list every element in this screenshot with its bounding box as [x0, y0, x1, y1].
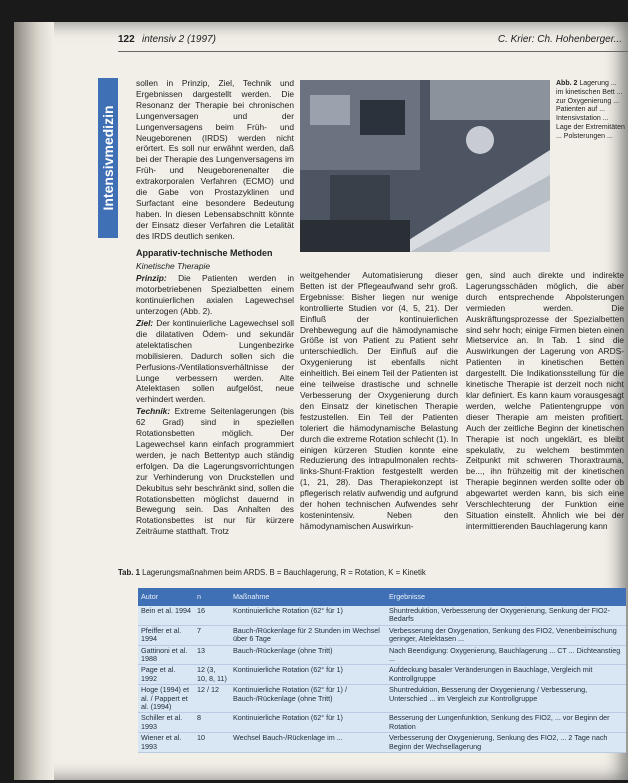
cell-n: 16	[194, 606, 230, 625]
section-side-tab	[98, 78, 118, 238]
col-header-measure: Maßnahme	[230, 588, 386, 606]
cell-measure: Kontinuierliche Rotation (62° für 1)	[230, 665, 386, 685]
table-row	[138, 685, 626, 713]
cell-n: 7	[194, 625, 230, 645]
lead-technik: Technik:	[136, 406, 171, 417]
table-row	[138, 625, 626, 645]
text-prinzip: Die Patienten werden in motorbetriebenen Spezialbetten einem kontinuierlichen axialen Lagewechsel unterzogen (Abb. 2).	[136, 273, 294, 317]
table-row	[138, 733, 626, 753]
cell-author: Wiener et al. 1993	[138, 733, 194, 753]
text-ziel: Der kontinuierliche Lagewechsel soll die dilatativen Ödem- und sekundär atelektatischen Lungenbezirke mobilisieren. Dadurch sollen sich die Perfusions-/Ventilationsverhältnisse der Lunge verbessern werden. Alte Atelektasen sollen aufgelöst, neue verhindert werden.	[136, 318, 295, 405]
cell-results: Verbesserung der Oxygenierung, Senkung des FIO2, ... 2 Tage nach Beginn der Wechsellagerung	[386, 733, 626, 753]
running-header	[118, 34, 628, 50]
cell-results: Besserung der Lungenfunktion, Senkung des FIO2, ... vor Beginn der Rotation	[386, 713, 626, 733]
col-header-n: n	[194, 588, 230, 606]
cell-n: 12 (3, 10, 8, 11)	[194, 665, 230, 685]
side-tab-label: Intensivmedizin	[100, 105, 116, 211]
lead-prinzip: Prinzip:	[136, 273, 167, 284]
paragraph-technik	[136, 406, 294, 537]
table-title	[118, 568, 622, 577]
cell-n: 13	[194, 645, 230, 665]
figure-caption	[556, 80, 626, 142]
header-rule	[118, 51, 628, 52]
column-3-text: gen, sind auch direkte und indirekte Lagerungsschäden möglich, die aber durch entsprechende Abpolsterungen vermieden werden. Die Auskräftungsprozesse der Spezialbetten sind sehr hoch; einige Firmen bieten einen Mietservice an. In Tab. 1 sind die Auswirkungen der Lagerung von ARDS-Patienten in kinetischen Betten dargestellt. Die Indikationsstellung für die kinetische Therapie ist derzeit noch nicht klar definiert. Es kann kaum vorausgesagt werden, welche Patientengruppe von dieser Therapie am meisten profitiert. Auch der zeitliche Beginn der kinetischen Therapie ist noch ungeklärt, es bleibt spekulativ, zu welchem bestimmten Zeitpunkt mit schweren Thoraxtrauma, be..., ihn frühzeitig mit der kinetischen Therapie beginnen werden sollte oder ob abgewartet werden kann, bis sich eine Verschlechterung der Funktion eine Situation einstellt. Ähnlich wie bei der intermittierenden Bauchlagerung kann	[466, 270, 624, 531]
column-2-text: weitgehender Automatisierung dieser Betten ist der Pflegeaufwand sehr groß. Ergebnisse: Bisher liegen nur wenige kontrollierte Studien vor (4, 5, 21). Der Einfluß der kontinuierlichen Drehbewegung auf die hämodynamische Größe ist von Patient zu Patient sehr unterschiedlich. Der Einfluß auf die Oxygenierung ist ebenfalls nicht einheitlich. Bei einem Teil der Patienten ist eine teilweise drastische und schnelle Verbesserung der Oxygenierung durch den Einsatz der kinetischen Therapie festzustellen. Ein Teil der Patienten toleriert die hämodynamische Belastung durch die extreme Rotation schlecht (1). In einigen kürzeren Studien konnte eine Reduzierung des intrapulmonalen rechts-links-Shunt-Fraktion festgestellt werden (1, 21, 28). Das Therapiekonzept ist pflegerisch relativ aufwendig und aufgrund der hohen technischen Aufwendes sehr kostenintensiv. Neben den hämodynamischen Auswirkun-	[300, 270, 458, 531]
text-technik: Extreme Seitenlagerungen (bis 62 Grad) sind in speziellen Rotationsbetten möglich. Der Lagewechsel kann einfach programmiert werden, je nach Bettentyp auch ständig erfolgen. Da die Lagerungsvorrichtungen zur Verhinderung von Druckstellen und Dekubitus sehr beschränkt sind, sollen die Rotationsbetten möglichst dauernd in Bewegung sein. Das Anhalten des Rotationsbettes ist nur für kürzere Zeiträume statthaft. Trotz	[136, 406, 294, 537]
cell-author: Schiller et al. 1993	[138, 713, 194, 733]
col-header-author: Autor	[138, 588, 194, 606]
cell-n: 12 / 12	[194, 685, 230, 713]
table-label: Tab. 1	[118, 568, 140, 577]
caption-text: Lagerung ... im kinetischen Bett ... zur Oxygenierung ... Patienten auf ... Intensivstation ... Lage der Extremitäten ... Polsterungen ...	[556, 80, 625, 140]
table-row	[138, 665, 626, 685]
cell-results: Shuntreduktion, Besserung der Oxygenierung / Verbesserung, Unterschied ... im Vergleich zur Kontrollgruppe	[386, 685, 626, 713]
column-1	[136, 78, 294, 538]
cell-results: Aufdeckung basaler Veränderungen in Bauchlage, Vergleich mit Kontrollgruppe	[386, 665, 626, 685]
cell-results: Shuntreduktion, Verbesserung der Oxygenierung, Senkung der FIO2-Bedarfs	[386, 606, 626, 625]
subheading: Kinetische Therapie	[136, 260, 211, 271]
cell-results: Nach Beendigung: Oxygenierung, Bauchlagerung ... CT ... Dichteanstieg ...	[386, 645, 626, 665]
cell-author: Pfeiffer et al. 1994	[138, 625, 194, 645]
cell-measure: Bauch-/Rückenlage für 2 Stunden im Wechsel über 6 Tage	[230, 625, 386, 645]
intro-paragraph: sollen in Prinzip, Ziel, Technik und Ergebnissen dargestellt werden. Die Resonanz der Therapie bei chronischen Lungenversagen und der Lungenversagens beim Früh- und Neugeborenen (IRDS) werden nicht erörtert. Es soll nur erwähnt werden, daß bei der Therapie des Lungenversagens im Früh- und Neugeborenenalter die extrakorporalen Verfahren (ECMO) und die Gabe von Prostazyklinen und Surfactant eine besondere Bedeutung haben. In diesen Lebensabschnitt könnte der Einsatz dieser Verfahren die Letalität des IRDS deutlich senken.	[136, 78, 294, 241]
cell-author: Bein et al. 1994	[138, 606, 194, 625]
table-1	[138, 588, 626, 753]
cell-results: Verbesserung der Oxygenation, Senkung des FIO2, Venenbeimischung geringer, Atelektasen ...	[386, 625, 626, 645]
cell-measure: Bauch-/Rückenlage (ohne Tritt)	[230, 645, 386, 665]
journal-name: intensiv 2 (1997)	[142, 34, 216, 45]
cell-n: 10	[194, 733, 230, 753]
cell-measure: Kontinuierliche Rotation (62° für 1)	[230, 606, 386, 625]
cell-author: Page et al. 1992	[138, 665, 194, 685]
cell-n: 8	[194, 713, 230, 733]
figure-photo	[300, 80, 550, 252]
running-authors: C. Krier: Ch. Hohenberger...	[497, 34, 622, 45]
cell-measure: Wechsel Bauch-/Rückenlage im ...	[230, 733, 386, 753]
icu-bed-illustration	[300, 80, 550, 252]
paragraph-prinzip	[136, 273, 294, 317]
cell-measure: Kontinuierliche Rotation (62° für 1) / Bauch-/Rückenlage (ohne Tritt)	[230, 685, 386, 713]
paragraph-ziel	[136, 318, 294, 405]
column-2	[300, 270, 458, 533]
caption-label: Abb. 2	[556, 80, 578, 87]
page-number: 122	[118, 34, 135, 45]
journal-page	[14, 22, 628, 780]
col-header-results: Ergebnisse	[386, 588, 626, 606]
table-row	[138, 606, 626, 625]
table-row	[138, 645, 626, 665]
section-heading: Apparativ-technische Methoden	[136, 247, 273, 258]
table-header-row	[138, 588, 626, 606]
cell-author: Gattinoni et al. 1988	[138, 645, 194, 665]
column-3	[466, 270, 624, 533]
cell-measure: Kontinuierliche Rotation (62° für 1)	[230, 713, 386, 733]
book-gutter	[14, 22, 54, 780]
lead-ziel: Ziel:	[136, 318, 154, 329]
table-row	[138, 713, 626, 733]
table-caption-text: Lagerungsmaßnahmen beim ARDS. B = Bauchlagerung, R = Rotation, K = Kinetik	[142, 568, 426, 577]
cell-author: Hoge (1994) et al. / Pappert et al. (1994)	[138, 685, 194, 713]
